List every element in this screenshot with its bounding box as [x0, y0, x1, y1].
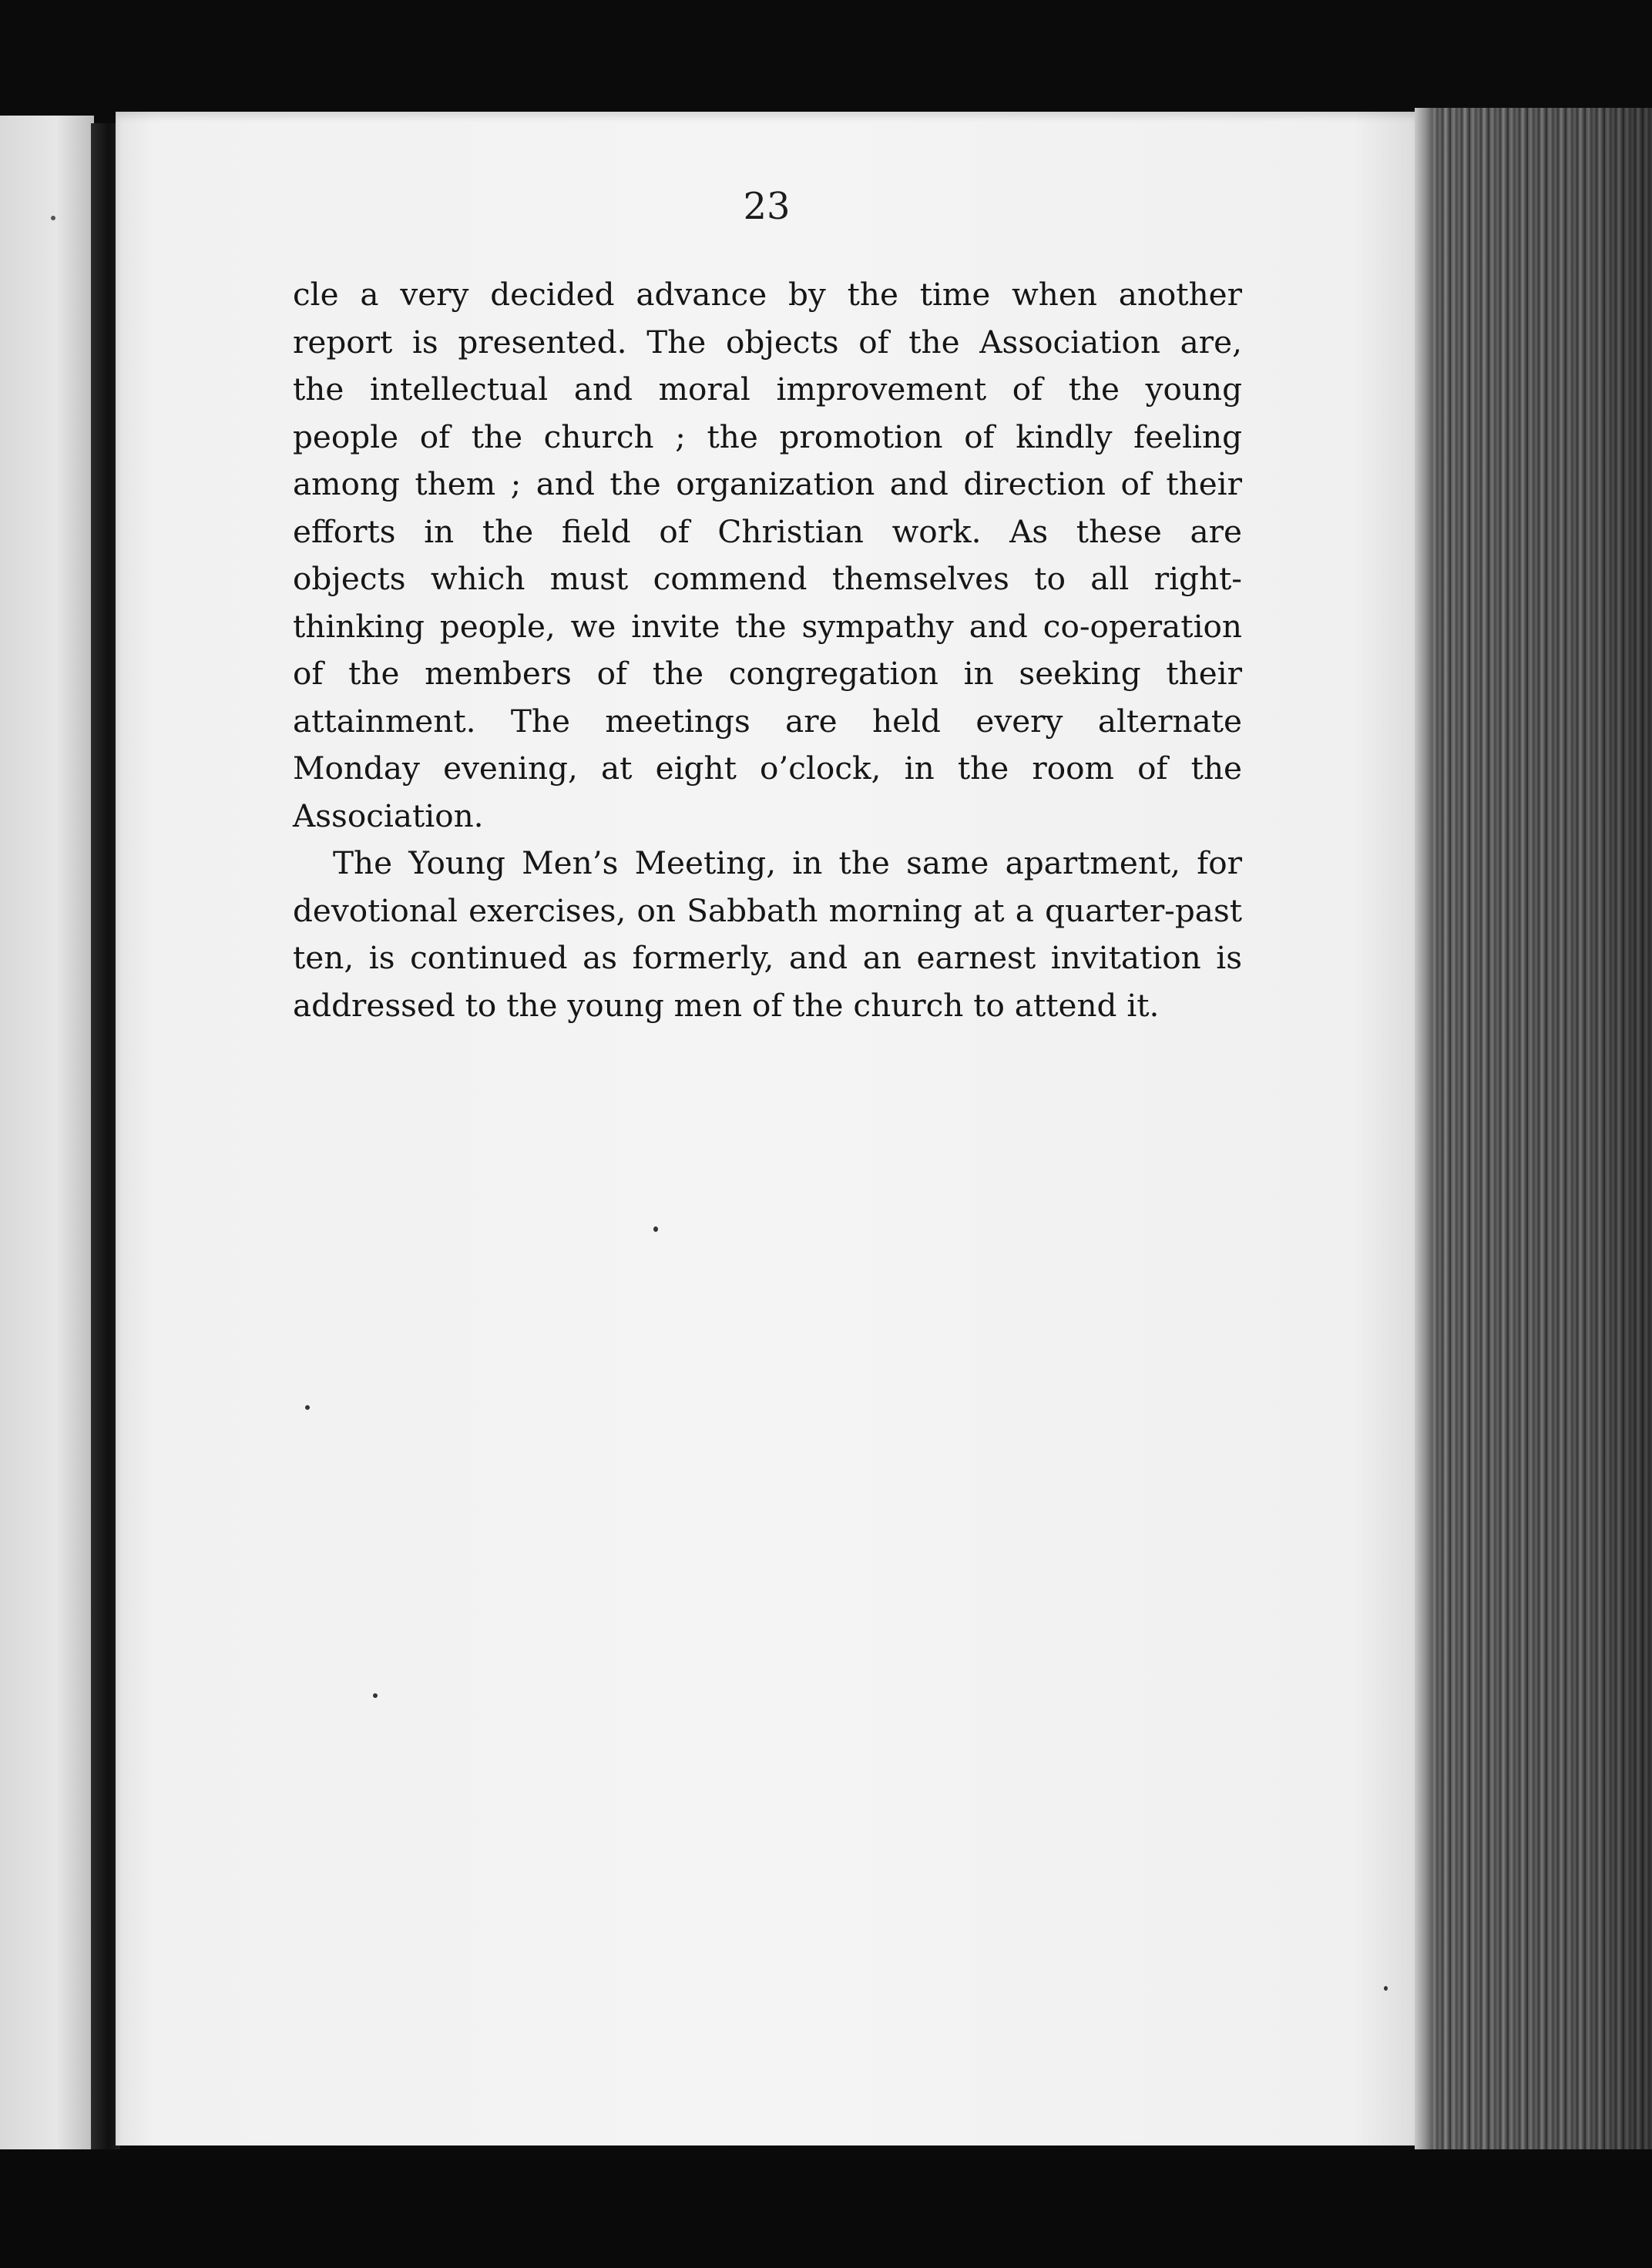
text-line: cle a very decided advance by the time when another: [293, 276, 1242, 313]
text-line: Association.: [293, 797, 484, 834]
text-line: Monday evening, at eight o’clock, in the room of the: [293, 750, 1242, 787]
text-line: thinking people, we invite the sympathy and co-operation: [293, 607, 1242, 645]
text-line: attainment. The meetings are held every alternate: [293, 702, 1242, 740]
stacked-page-shadow: [1432, 108, 1652, 2157]
scan-speck: [51, 216, 55, 220]
scan-speck: [1384, 1986, 1388, 1991]
paragraph-1: [293, 271, 1242, 840]
text-line: report is presented. The objects of the Association are,: [293, 323, 1242, 361]
text-line: objects which must commend themselves to all right-: [293, 560, 1242, 597]
text-line: people of the church ; the promotion of kindly feeling: [293, 418, 1242, 455]
text-line: of the members of the congregation in seeking their: [293, 655, 1242, 692]
text-line: the intellectual and moral improvement of the young: [293, 371, 1242, 408]
page-number: 23: [743, 185, 791, 228]
paragraph-2: [293, 840, 1242, 1029]
left-facing-page-edge: [0, 116, 94, 2157]
text-line: among them ; and the organization and direction of their: [293, 465, 1242, 502]
text-line: devotional exercises, on Sabbath morning at a quarter-past: [293, 891, 1242, 929]
scan-bottom-border: [0, 2149, 1652, 2268]
text-line: ten, is continued as formerly, and an earnest invitation is: [293, 939, 1242, 976]
page-right-edge: [1415, 108, 1433, 2149]
text-line: addressed to the young men of the church to attend it.: [293, 986, 1160, 1024]
scan-speck: [373, 1693, 378, 1698]
text-line: efforts in the field of Christian work. As these are: [293, 512, 1242, 550]
body-text: [293, 271, 1242, 1029]
scan-speck: [653, 1226, 658, 1232]
scan-speck: [305, 1405, 310, 1410]
text-line: The Young Men’s Meeting, in the same apartment, for: [333, 844, 1242, 881]
